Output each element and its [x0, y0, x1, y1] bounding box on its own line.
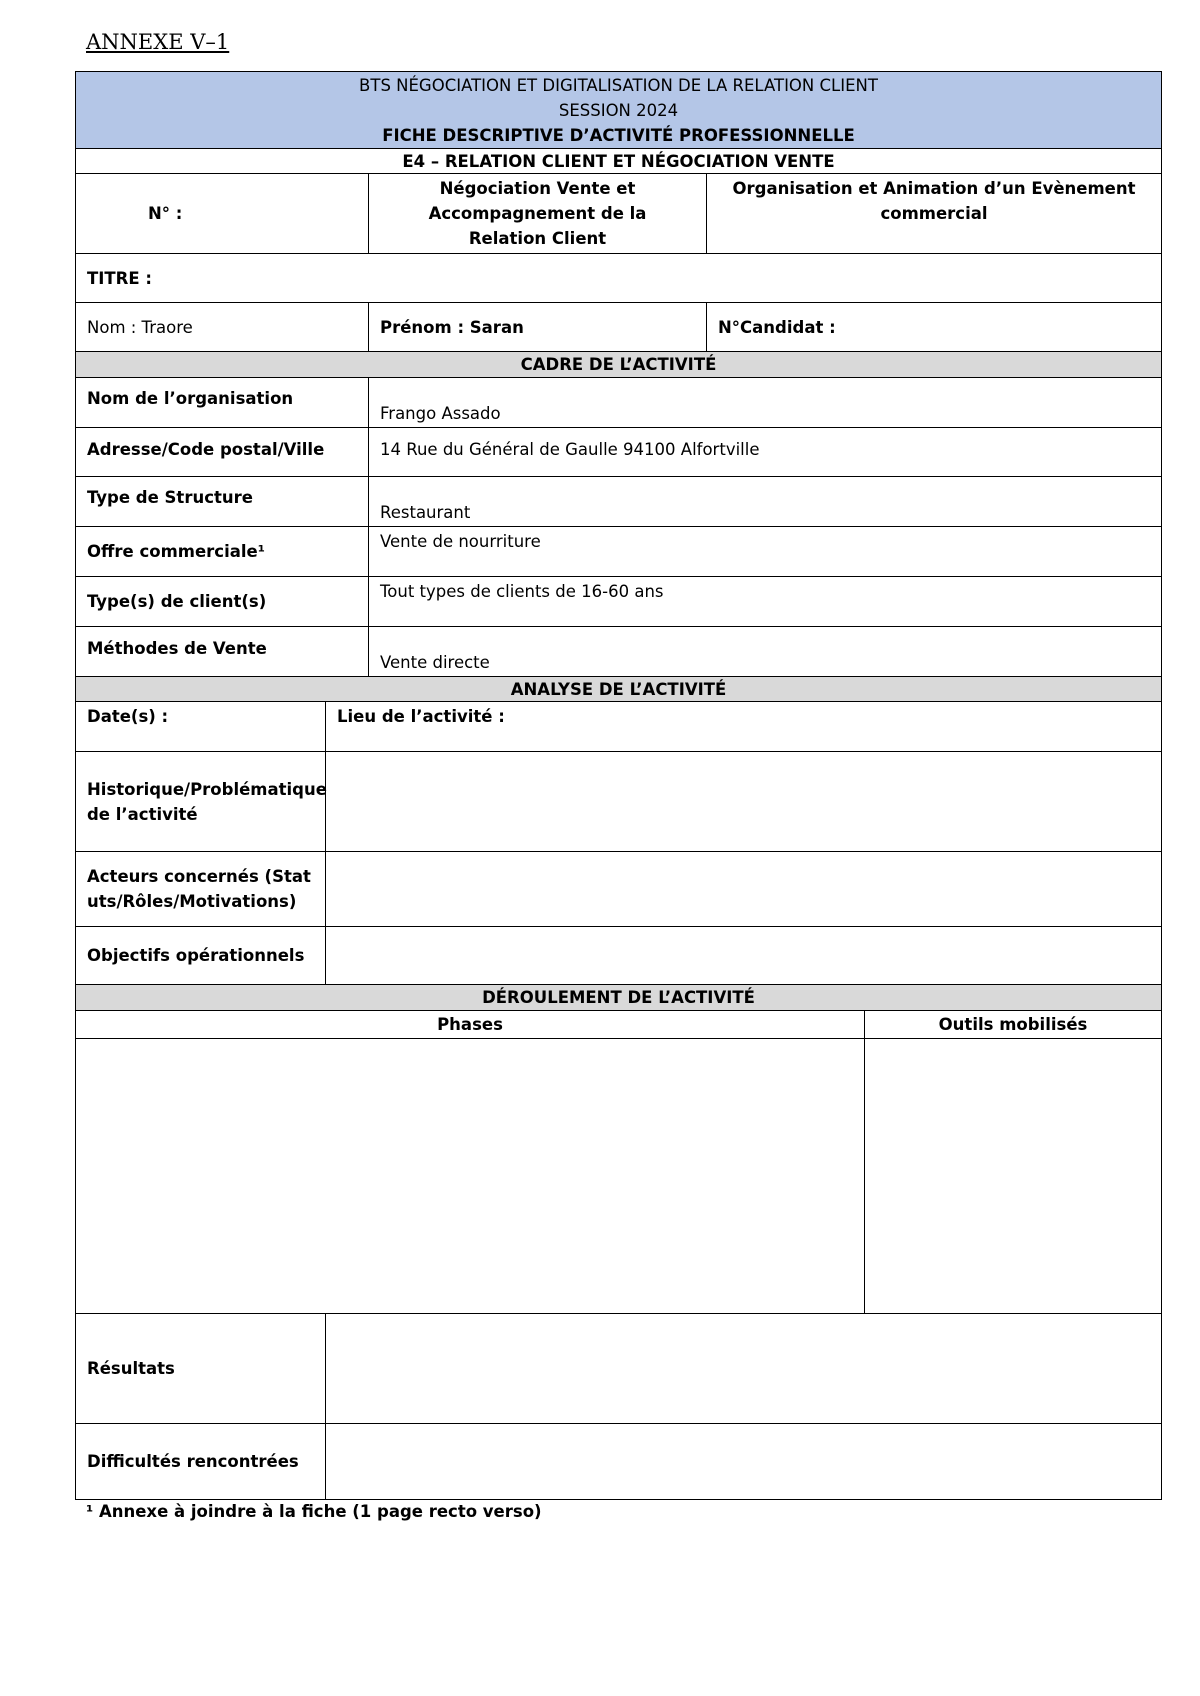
lieu-field[interactable]: Lieu de l’activité :: [325, 701, 1162, 752]
phases-area[interactable]: [75, 1038, 865, 1314]
option-evenement-commercial[interactable]: Organisation et Animation d’un Evènement commercial: [706, 173, 1162, 254]
footnote: ¹ Annexe à joindre à la fiche (1 page recto verso): [86, 1502, 542, 1521]
structure-value[interactable]: Restaurant: [368, 476, 1162, 527]
titre-label: TITRE :: [87, 268, 152, 288]
header-line-1: BTS NÉGOCIATION ET DIGITALISATION DE LA RELATION CLIENT: [359, 76, 878, 95]
exam-title: E4 – RELATION CLIENT ET NÉGOCIATION VENTE: [75, 148, 1162, 174]
organisation-value[interactable]: Frango Assado: [368, 377, 1162, 428]
offre-label: Offre commerciale¹: [75, 526, 369, 577]
objectifs-label: Objectifs opérationnels: [75, 926, 326, 985]
structure-label: Type de Structure: [75, 476, 369, 527]
objectifs-value[interactable]: [325, 926, 1162, 985]
outils-header: Outils mobilisés: [864, 1010, 1162, 1039]
nom-field[interactable]: Nom : Traore: [75, 302, 369, 352]
acteurs-label: Acteurs concernés (Statuts/Rôles/Motivations): [75, 851, 326, 927]
historique-label: Historique/Problématique de l’activité: [75, 751, 326, 852]
form-header: [75, 71, 1162, 149]
clients-label: Type(s) de client(s): [75, 576, 369, 627]
resultats-label: Résultats: [75, 1313, 326, 1424]
methodes-value[interactable]: Vente directe: [368, 626, 1162, 677]
methodes-label: Méthodes de Vente: [75, 626, 369, 677]
number-field[interactable]: [75, 173, 369, 254]
titre-field[interactable]: [75, 253, 1162, 303]
outils-area[interactable]: [864, 1038, 1162, 1314]
prenom-field[interactable]: Prénom : Saran: [368, 302, 707, 352]
phases-header: Phases: [75, 1010, 865, 1039]
header-line-3: FICHE DESCRIPTIVE D’ACTIVITÉ PROFESSIONNELLE: [382, 126, 855, 145]
offre-value[interactable]: Vente de nourriture: [368, 526, 1162, 577]
difficultes-label: Difficultés rencontrées: [75, 1423, 326, 1500]
annexe-title: ANNEXE V–1: [86, 30, 230, 54]
cadre-heading: CADRE DE L’ACTIVITÉ: [75, 351, 1162, 378]
adresse-value[interactable]: 14 Rue du Général de Gaulle 94100 Alfortville: [368, 427, 1162, 477]
historique-value[interactable]: [325, 751, 1162, 852]
deroulement-heading: DÉROULEMENT DE L’ACTIVITÉ: [75, 984, 1162, 1011]
difficultes-value[interactable]: [325, 1423, 1162, 1500]
resultats-value[interactable]: [325, 1313, 1162, 1424]
dates-field[interactable]: Date(s) :: [75, 701, 326, 752]
analyse-heading: ANALYSE DE L’ACTIVITÉ: [75, 676, 1162, 702]
option-negociation-vente[interactable]: Négociation Vente et Accompagnement de la Relation Client: [368, 173, 707, 254]
clients-value[interactable]: Tout types de clients de 16-60 ans: [368, 576, 1162, 627]
candidat-number-field[interactable]: N°Candidat :: [706, 302, 1162, 352]
acteurs-value[interactable]: [325, 851, 1162, 927]
organisation-label: Nom de l’organisation: [75, 377, 369, 428]
number-label: N° :: [148, 204, 183, 223]
header-line-2: SESSION 2024: [558, 101, 679, 120]
adresse-label: Adresse/Code postal/Ville: [75, 427, 369, 477]
